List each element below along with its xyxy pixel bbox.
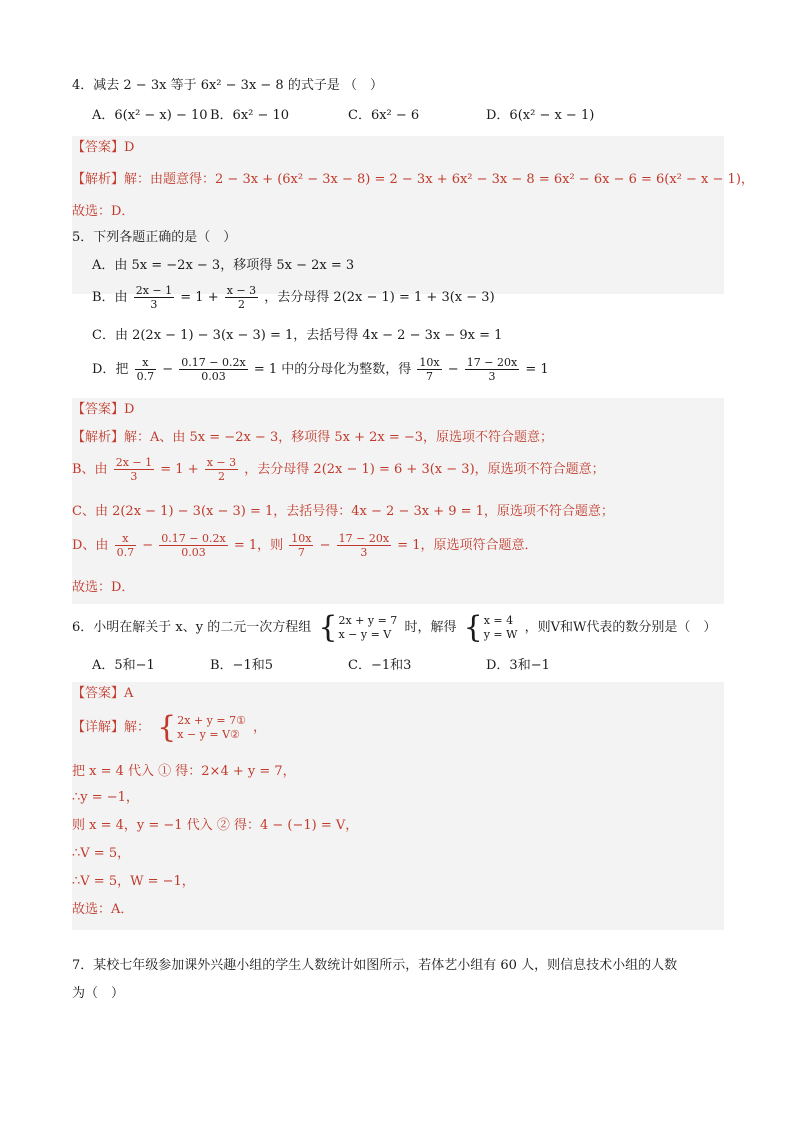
- q6-step-1: 把 x = 4 代入 ① 得：2×4 + y = 7，: [72, 764, 296, 779]
- q4-option-d: D．6(x² − x − 1): [486, 108, 595, 123]
- q5-option-a: A．由 5x = −2x − 3，移项得 5x − 2x = 3: [92, 258, 355, 273]
- equation-system-3: { 2x + y = 7① x − y = V②: [157, 709, 246, 745]
- q5-stem: 5．下列各题正确的是（ ）: [72, 230, 237, 245]
- q5-option-c: C．由 2(2x − 1) − 3(x − 3) = 1，去括号得 4x − 2 − 3x − 9x = 1: [92, 328, 503, 343]
- q6-step-5: ∴V = 5，W = −1，: [72, 874, 195, 889]
- q7-stem-line-2: 为（ ）: [72, 986, 125, 1001]
- q5-analysis-d: D、由 $\frac{x}{0.7}$ − $\frac{0.17 - 0.2x}{0.03}$ = 1，则 $\frac{10x}{7}$ − $\frac{17 - 20x}{3}$ = 1，原选项符合题意．: [72, 532, 538, 559]
- equation-system-2: { x = 4 y = W: [463, 609, 518, 645]
- q5-analysis-b: B、由 $\frac{2x - 1}{3}$ = 1 + $\frac{x - 3}{2}$ ，去分母得 2(2x − 1) = 6 + 3(x − 3)，原选项不符合题意；: [72, 456, 605, 483]
- q4-option-b: B．6x² − 10: [210, 108, 290, 123]
- q6-step-3: 则 x = 4，y = −1 代入 ② 得：4 − (−1) = V，: [72, 818, 359, 833]
- q6-option-a: A．5和−1: [92, 658, 155, 673]
- q6-stem: 6．小明在解关于 x、y 的二元一次方程组 { 2x + y = 7 x − y = V 时，解得 { x = 4 y = W ，则V和W代表的数分别是（ ）: [72, 609, 717, 645]
- q6-option-d: D．3和−1: [486, 658, 550, 673]
- q6-step-2: ∴y = −1，: [72, 790, 139, 805]
- equation-system-1: { 2x + y = 7 x − y = V: [318, 609, 398, 645]
- q6-option-b: B．−1和5: [210, 658, 273, 673]
- q6-answer: 【答案】A: [72, 686, 134, 701]
- q4-stem: 4．减去 2 − 3x 等于 6x² − 3x − 8 的式子是 （ ）: [72, 78, 383, 93]
- q6-choice: 故选：A．: [72, 902, 134, 917]
- q4-option-a: A．6(x² − x) − 10: [92, 108, 208, 123]
- q5-choice: 故选：D．: [72, 580, 135, 595]
- q4-answer: 【答案】D: [72, 140, 135, 155]
- q5-answer: 【答案】D: [72, 402, 135, 417]
- q7-stem-line-1: 7．某校七年级参加课外兴趣小组的学生人数统计如图所示，若体艺小组有 60 人，则信息技术小组的人数: [72, 958, 678, 973]
- q5-analysis-c: C、由 2(2x − 1) − 3(x − 3) = 1，去括号得：4x − 2 − 3x + 9 = 1，原选项不符合题意；: [72, 504, 614, 519]
- q5-option-d: D．把 $\frac{x}{0.7}$ − $\frac{0.17 - 0.2x}{0.03}$ = 1 中的分母化为整数，得 $\frac{10x}{7}$ − $\frac{17 - 20x}{3}$ = 1: [92, 356, 549, 383]
- q4-choice: 故选：D．: [72, 204, 135, 219]
- q4-option-c: C．6x² − 6: [348, 108, 420, 123]
- q5-option-b: B．由 $\frac{2x - 1}{3}$ = 1 + $\frac{x - 3}{2}$ ，去分母得 2(2x − 1) = 1 + 3(x − 3): [92, 284, 495, 311]
- q5-analysis-a: 【解析】解：A、由 5x = −2x − 3，移项得 5x + 2x = −3，原选项不符合题意；: [72, 430, 554, 445]
- q6-step-4: ∴V = 5，: [72, 846, 131, 861]
- q6-detail: 【详解】解： { 2x + y = 7① x − y = V② ，: [72, 709, 267, 745]
- q4-analysis: 【解析】解：由题意得：2 − 3x + (6x² − 3x − 8) = 2 − 3x + 6x² − 3x − 8 = 6x² − 6x − 6 = 6(x² − x − 1)，: [72, 172, 754, 187]
- q6-option-c: C．−1和3: [348, 658, 412, 673]
